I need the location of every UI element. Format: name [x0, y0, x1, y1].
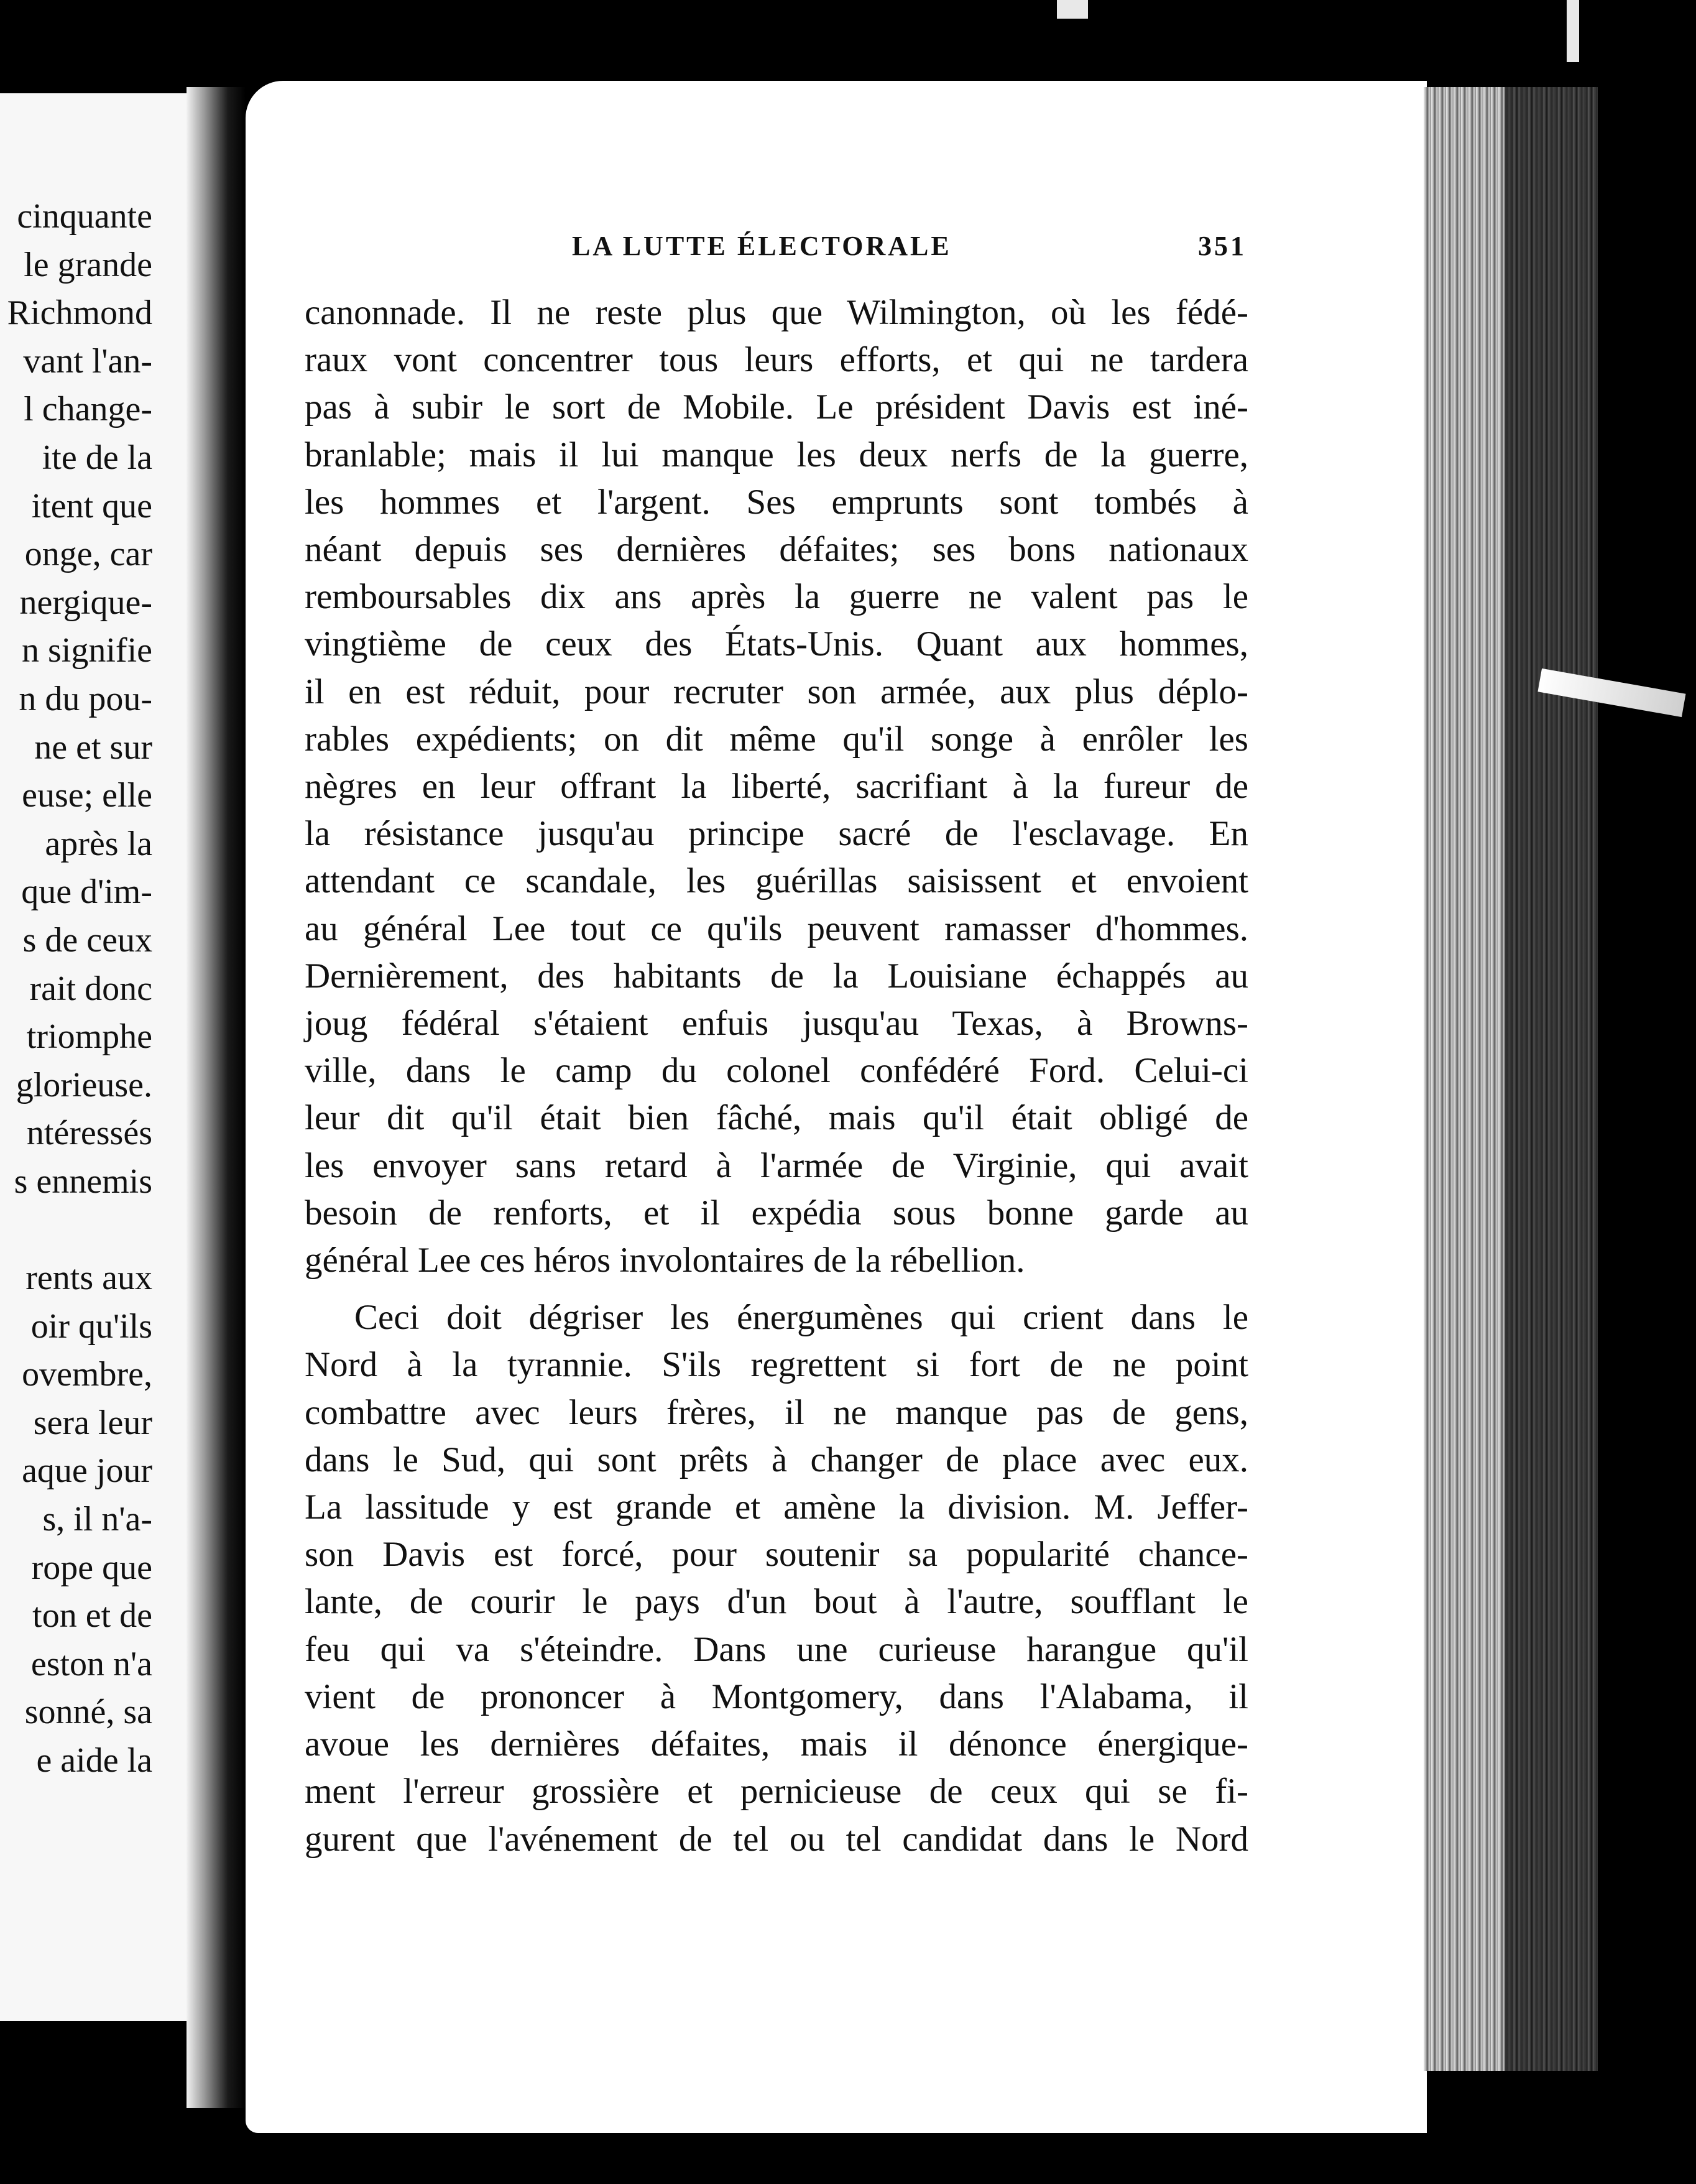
left-page-line: s ennemis — [14, 1162, 152, 1201]
text-line: ville, dans le camp du colonel confédéré Ford. Celui-ci — [305, 1051, 1248, 1091]
left-page-line: ton et de — [32, 1596, 152, 1636]
left-page-line: n signifie — [22, 631, 152, 670]
text-line: gurent que l'avénement de tel ou tel candidat dans le Nord — [305, 1819, 1248, 1859]
left-page-line: cinquante — [17, 197, 152, 236]
left-page-line: après la — [45, 824, 152, 863]
body-text — [305, 289, 1248, 1863]
left-page-line: ite de la — [42, 438, 152, 477]
page-edges-shadow — [1505, 87, 1598, 2071]
text-line: néant depuis ses dernières défaites; ses bons nationaux — [305, 530, 1248, 570]
text-line: Ceci doit dégriser les énergumènes qui crient dans le — [354, 1298, 1248, 1338]
left-page-line: oir qu'ils — [30, 1307, 152, 1346]
text-line: Dernièrement, des habitants de la Louisiane échappés au — [305, 956, 1248, 996]
left-page-line: glorieuse. — [16, 1065, 152, 1104]
text-line: canonnade. Il ne reste plus que Wilmington, où les fédé- — [305, 293, 1248, 332]
page-number: 351 — [1198, 231, 1247, 261]
left-page-line: triomphe — [26, 1017, 152, 1057]
text-line: les hommes et l'argent. Ses emprunts sont tombés à — [305, 482, 1248, 522]
text-line: ment l'erreur grossière et pernicieuse de ceux qui se fi- — [305, 1772, 1248, 1812]
left-page-line: ne et sur — [34, 728, 152, 767]
left-page-line: vant l'an- — [23, 341, 152, 381]
text-line: avoue les dernières défaites, mais il dénonce énergique- — [305, 1724, 1248, 1764]
left-page-line: itent que — [31, 486, 152, 525]
left-page-line: euse; elle — [22, 776, 152, 815]
left-page-line: Richmond — [7, 294, 152, 333]
left-page-line: ntéressés — [26, 1114, 152, 1153]
text-line: feu qui va s'éteindre. Dans une curieuse harangue qu'il — [305, 1629, 1248, 1669]
text-line: lante, de courir le pays d'un bout à l'autre, soufflant le — [305, 1582, 1248, 1622]
text-line: attendant ce scandale, les guérillas saisissent et envoient — [305, 861, 1248, 901]
text-line: au général Lee tout ce qu'ils peuvent ramasser d'hommes. — [305, 909, 1248, 948]
left-page-line: rait donc — [29, 969, 152, 1008]
left-page-line: ovembre, — [22, 1355, 152, 1394]
left-page-line: eston n'a — [30, 1644, 152, 1683]
left-page-line: l change- — [24, 390, 152, 429]
text-line: général Lee ces héros involontaires de la rébellion. — [305, 1241, 1025, 1280]
left-page-line: sera leur — [33, 1403, 152, 1442]
text-line: joug fédéral s'étaient enfuis jusqu'au Texas, à Browns- — [305, 1004, 1248, 1043]
text-line: branlable; mais il lui manque les deux nerfs de la guerre, — [305, 435, 1248, 474]
text-line: raux vont concentrer tous leurs efforts, et qui ne tardera — [305, 340, 1248, 380]
left-page-line: onge, car — [24, 535, 152, 574]
text-line: nègres en leur offrant la liberté, sacrifiant à la fureur de — [305, 767, 1248, 807]
text-line: La lassitude y est grande et amène la division. M. Jeffer- — [305, 1488, 1248, 1527]
text-line: combattre avec leurs frères, il ne manque pas de gens, — [305, 1392, 1248, 1432]
text-line: pas à subir le sort de Mobile. Le président Davis est iné- — [305, 387, 1248, 427]
scan-mark — [1567, 0, 1579, 62]
left-page-line: le grande — [24, 245, 152, 284]
left-page-line: e aide la — [36, 1741, 152, 1780]
left-page-line: n du pou- — [19, 679, 152, 718]
left-page-line: que d'im- — [21, 872, 152, 912]
text-line: Nord à la tyrannie. S'ils regrettent si fort de ne point — [305, 1345, 1248, 1385]
book-gutter — [187, 87, 246, 2108]
text-line: dans le Sud, qui sont prêts à changer de place avec eux. — [305, 1440, 1248, 1479]
left-page-line: nergique- — [19, 583, 152, 622]
text-line: il en est réduit, pour recruter son armée, aux plus déplo- — [305, 672, 1248, 711]
text-line: besoin de renforts, et il expédia sous bonne garde au — [305, 1193, 1248, 1233]
left-page-line: rope que — [31, 1548, 152, 1587]
text-line: remboursables dix ans après la guerre ne valent pas le — [305, 577, 1248, 617]
left-page-line: sonné, sa — [24, 1693, 152, 1732]
left-page-line: aque jour — [22, 1451, 152, 1491]
text-line: vingtième de ceux des États-Unis. Quant aux hommes, — [305, 624, 1248, 664]
text-line: les envoyer sans retard à l'armée de Virginie, qui avait — [305, 1145, 1248, 1185]
left-page-line: s de ceux — [22, 920, 152, 960]
text-line: rables expédients; on dit même qu'il songe à enrôler les — [305, 719, 1248, 759]
left-page-text — [0, 193, 152, 1785]
text-line: vient de prononcer à Montgomery, dans l'Alabama, il — [305, 1677, 1248, 1716]
text-line: son Davis est forcé, pour soutenir sa popularité chance- — [305, 1535, 1248, 1575]
left-page-line — [0, 1206, 152, 1254]
left-page-line: rents aux — [25, 1259, 152, 1298]
text-line: leur dit qu'il était bien fâché, mais qu'il était obligé de — [305, 1098, 1248, 1138]
left-page-line: s, il n'a- — [42, 1500, 152, 1539]
running-head-title: LA LUTTE ÉLECTORALE — [572, 231, 952, 261]
text-line: la résistance jusqu'au principe sacré de l'esclavage. En — [305, 814, 1248, 854]
scan-mark — [1057, 0, 1088, 19]
